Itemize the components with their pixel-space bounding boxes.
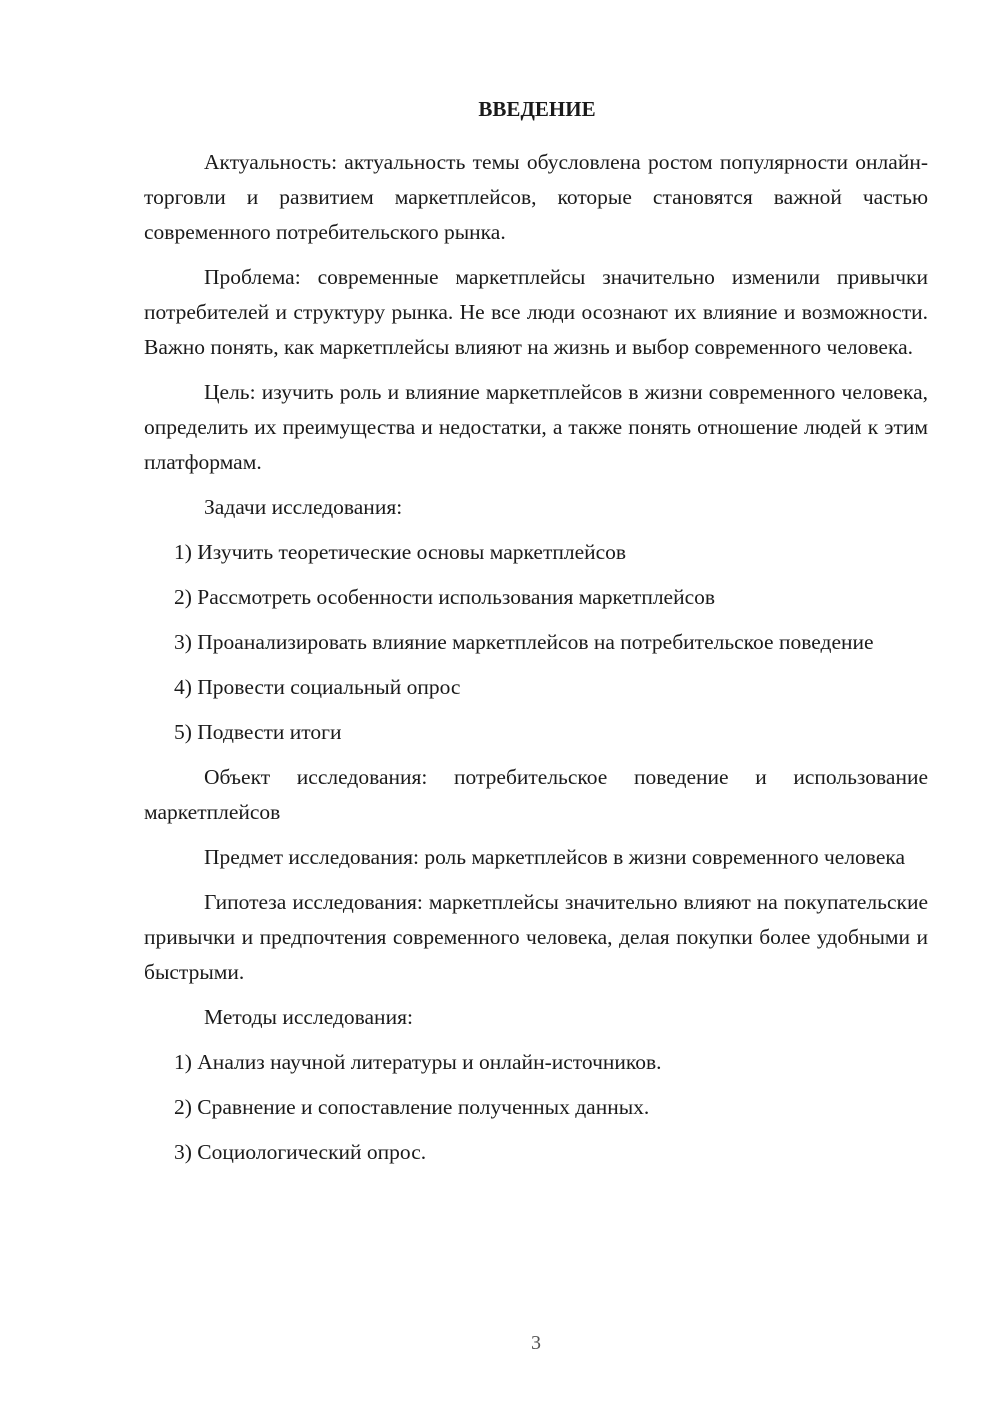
tasks-heading: Задачи исследования:: [204, 495, 403, 519]
task-item: 2) Рассмотреть особенности использования маркетплейсов: [174, 585, 716, 609]
task-item: 3) Проанализировать влияние маркетплейсов на потребительское поведение: [174, 630, 874, 654]
task-item: 1) Изучить теоретические основы маркетплейсов: [174, 540, 627, 564]
method-item: 2) Сравнение и сопоставление полученных данных.: [174, 1095, 650, 1119]
page-number: 3: [531, 1332, 541, 1354]
document-title: ВВЕДЕНИЕ: [478, 97, 596, 121]
object-paragraph: Объект исследования: потребительское поведение и использование маркетплейсов: [144, 765, 928, 824]
goal-paragraph: Цель: изучить роль и влияние маркетплейсов в жизни современного человека, определить их преимущества и недостатки, а также понять отношение людей к этим платформам.: [144, 380, 928, 474]
document-page: [144, 92, 928, 1180]
subject-paragraph: Предмет исследования: роль маркетплейсов в жизни современного человека: [204, 845, 906, 869]
methods-heading: Методы исследования:: [204, 1005, 413, 1029]
method-item: 3) Социологический опрос.: [174, 1140, 427, 1164]
relevance-paragraph: Актуальность: актуальность темы обусловлена ростом популярности онлайн-торговли и развитием маркетплейсов, которые становятся важной частью современного потребительского рынка.: [144, 150, 928, 244]
hypothesis-paragraph: Гипотеза исследования: маркетплейсы значительно влияют на покупательские привычки и предпочтения современного человека, делая покупки более удобными и быстрыми.: [144, 890, 928, 984]
task-item: 5) Подвести итоги: [174, 720, 342, 744]
problem-paragraph: Проблема: современные маркетплейсы значительно изменили привычки потребителей и структуру рынка. Не все люди осознают их влияние и возможности. Важно понять, как маркетплейсы влияют на жизнь и выбор современного человека.: [144, 265, 928, 359]
method-item: 1) Анализ научной литературы и онлайн-источников.: [174, 1050, 662, 1074]
task-item: 4) Провести социальный опрос: [174, 675, 461, 699]
